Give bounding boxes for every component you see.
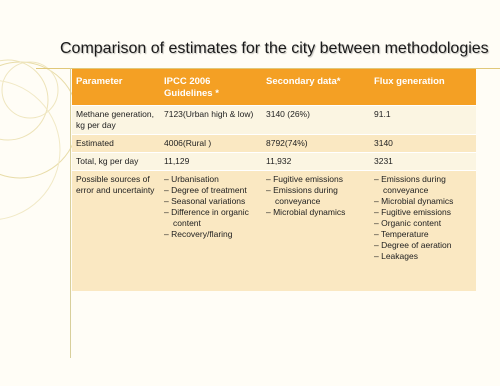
table-row (72, 135, 476, 153)
table-header-row (72, 69, 476, 106)
cell-secondary-sources (262, 171, 370, 292)
list-item: – Urbanisation (164, 174, 258, 185)
flux-sources-list (374, 174, 472, 262)
list-item: – Microbial dynamics (266, 207, 366, 218)
vertical-divider (70, 68, 71, 358)
cell-parameter: Methane generation, kg per day (72, 106, 160, 135)
cell-flux: 3140 (370, 135, 476, 153)
table-row (72, 153, 476, 171)
ipcc-sources-list (164, 174, 258, 240)
cell-secondary: 3140 (26%) (262, 106, 370, 135)
cell-sources-label: Possible sources of error and uncertainty (72, 171, 160, 292)
table-row (72, 171, 476, 292)
header-parameter: Parameter (72, 69, 160, 106)
list-item: – Emissions during conveyance (374, 174, 472, 196)
list-item: – Temperature (374, 229, 472, 240)
cell-secondary: 8792(74%) (262, 135, 370, 153)
list-item: – Seasonal variations (164, 196, 258, 207)
list-item: – Microbial dynamics (374, 196, 472, 207)
header-ipcc: IPCC 2006 Guidelines * (160, 69, 262, 106)
list-item: – Leakages (374, 251, 472, 262)
header-flux: Flux generation (370, 69, 476, 106)
cell-parameter: Estimated (72, 135, 160, 153)
header-secondary: Secondary data* (262, 69, 370, 106)
cell-parameter: Total, kg per day (72, 153, 160, 171)
list-item: – Difference in organic content (164, 207, 258, 229)
cell-ipcc: 7123(Urban high & low) (160, 106, 262, 135)
list-item: – Degree of treatment (164, 185, 258, 196)
secondary-sources-list (266, 174, 366, 218)
list-item: – Recovery/flaring (164, 229, 258, 240)
cell-secondary: 11,932 (262, 153, 370, 171)
cell-ipcc: 4006(Rural ) (160, 135, 262, 153)
cell-flux: 3231 (370, 153, 476, 171)
comparison-table (72, 69, 476, 291)
list-item: – Degree of aeration (374, 240, 472, 251)
list-item: – Emissions during conveyance (266, 185, 366, 207)
list-item: – Organic content (374, 218, 472, 229)
cell-flux-sources (370, 171, 476, 292)
list-item: – Fugitive emissions (374, 207, 472, 218)
list-item: – Fugitive emissions (266, 174, 366, 185)
cell-ipcc: 11,129 (160, 153, 262, 171)
slide-title: Comparison of estimates for the city between methodologies (60, 40, 489, 57)
cell-ipcc-sources (160, 171, 262, 292)
cell-flux: 91.1 (370, 106, 476, 135)
table-row (72, 106, 476, 135)
